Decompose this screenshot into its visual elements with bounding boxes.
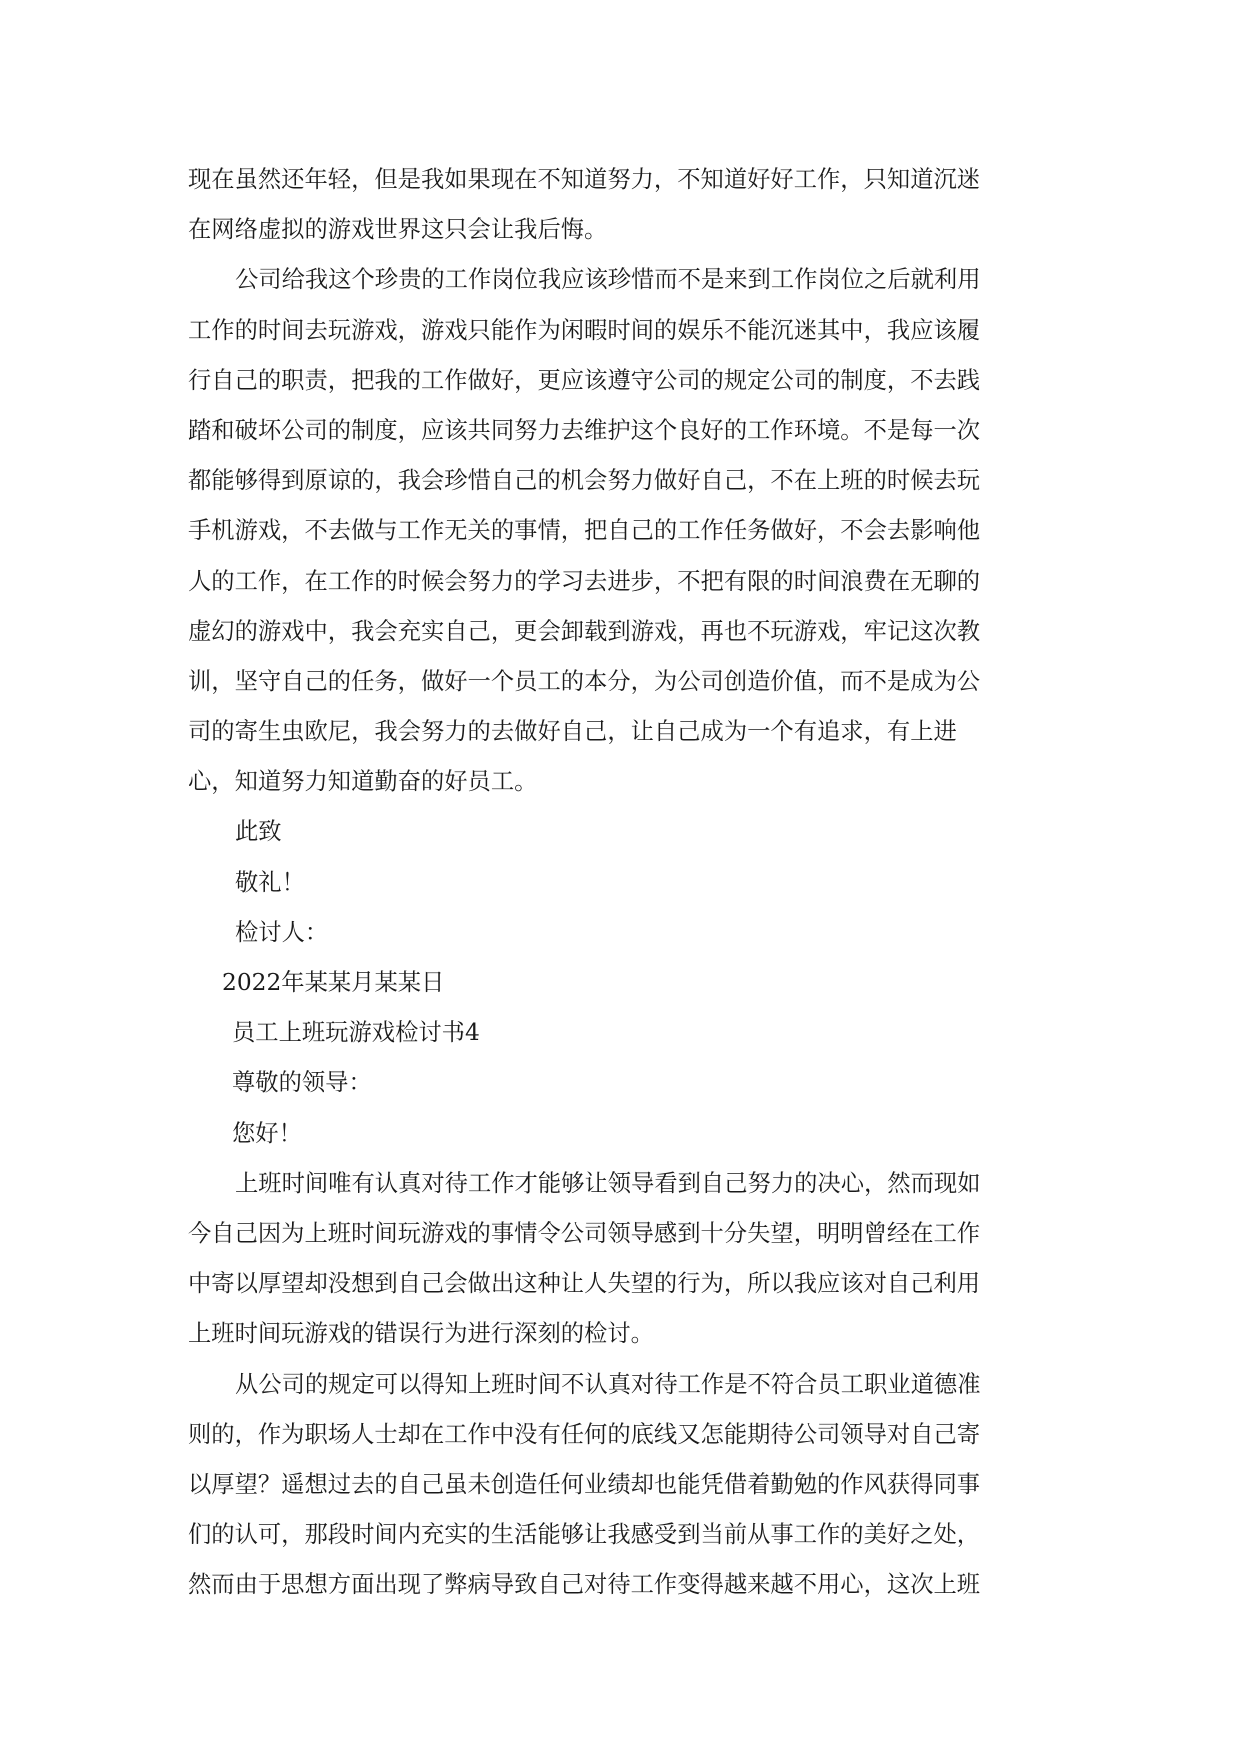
text-line: 工作的时间去玩游戏，游戏只能作为闲暇时间的娱乐不能沉迷其中，我应该履 [188, 316, 981, 344]
text-line: 您好！ [232, 1119, 302, 1147]
text-line: 敬礼！ [235, 868, 305, 896]
text-line: 们的认可，那段时间内充实的生活能够让我感受到当前从事工作的美好之处， [188, 1521, 981, 1549]
text-line: 踏和破坏公司的制度，应该共同努力去维护这个良好的工作环境。不是每一次 [188, 416, 981, 444]
text-line: 今自己因为上班时间玩游戏的事情令公司领导感到十分失望，明明曾经在工作 [188, 1219, 981, 1247]
text-line: 司的寄生虫欧尼，我会努力的去做好自己，让自己成为一个有追求，有上进 [188, 718, 957, 746]
text-line: 然而由于思想方面出现了弊病导致自己对待工作变得越来越不用心，这次上班 [188, 1571, 981, 1599]
text-line: 行自己的职责，把我的工作做好，更应该遵守公司的规定公司的制度，不去践 [188, 366, 981, 394]
text-line: 中寄以厚望却没想到自己会做出这种让人失望的行为，所以我应该对自己利用 [188, 1270, 981, 1298]
document-body [188, 155, 1040, 1610]
text-line: 现在虽然还年轻，但是我如果现在不知道努力，不知道好好工作，只知道沉迷 [188, 166, 981, 193]
text-line: 员工上班玩游戏检讨书4 [232, 1019, 480, 1047]
text-line: 上班时间唯有认真对待工作才能够让领导看到自己努力的决心，然而现如 [235, 1169, 981, 1197]
text-line: 虚幻的游戏中，我会充实自己，更会卸载到游戏，再也不玩游戏，牢记这次教 [188, 617, 981, 645]
text-line: 以厚望？遥想过去的自己虽未创造任何业绩却也能凭借着勤勉的作风获得同事 [188, 1470, 981, 1498]
text-line: 公司给我这个珍贵的工作岗位我应该珍惜而不是来到工作岗位之后就利用 [235, 266, 981, 294]
text-line: 都能够得到原谅的，我会珍惜自己的机会努力做好自己，不在上班的时候去玩 [188, 467, 981, 495]
text-line: 2022年某某月某某日 [222, 969, 445, 996]
text-line: 则的，作为职场人士却在工作中没有任何的底线又怎能期待公司领导对自己寄 [188, 1420, 981, 1448]
text-line: 尊敬的领导： [232, 1069, 372, 1097]
text-line: 在网络虚拟的游戏世界这只会让我后悔。 [188, 216, 608, 244]
text-line: 检讨人： [235, 918, 329, 946]
text-line: 上班时间玩游戏的错误行为进行深刻的检讨。 [188, 1320, 654, 1348]
text-line: 手机游戏，不去做与工作无关的事情，把自己的工作任务做好，不会去影响他 [188, 517, 981, 545]
text-line: 从公司的规定可以得知上班时间不认真对待工作是不符合员工职业道德准 [235, 1370, 981, 1398]
text-line: 人的工作，在工作的时候会努力的学习去进步，不把有限的时间浪费在无聊的 [188, 567, 981, 595]
text-line: 心，知道努力知道勤奋的好员工。 [188, 768, 538, 796]
text-line: 训，坚守自己的任务，做好一个员工的本分，为公司创造价值，而不是成为公 [188, 667, 981, 695]
text-line: 此致 [235, 818, 282, 846]
